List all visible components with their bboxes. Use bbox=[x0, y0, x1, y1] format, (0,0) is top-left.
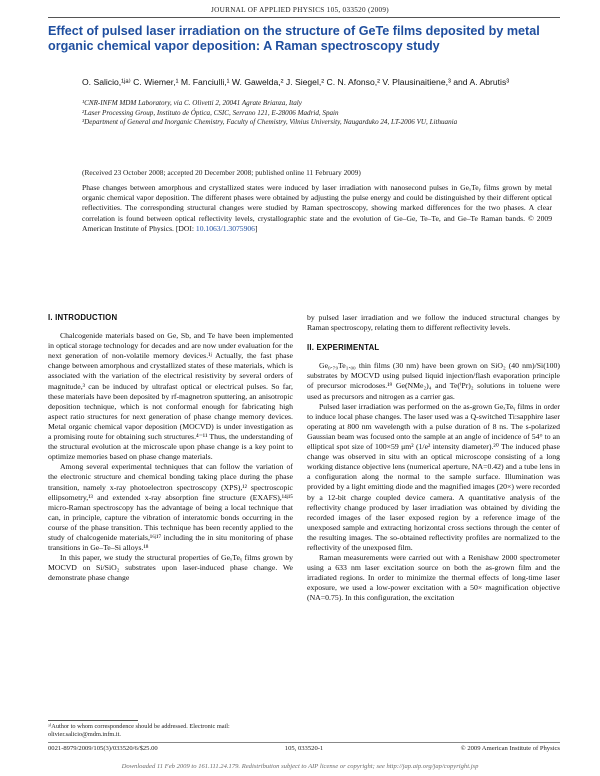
section-heading-experimental: II. EXPERIMENTAL bbox=[307, 343, 380, 353]
abstract-text: Phase changes between amorphous and crystallized states were induced by laser irradiation with nanosecond pulses in GeₓTeᵧ films grown by metal organic chemical vapor deposition. The different phases were obtained by adjusting the pulse energy and could be distinguished by their different optical reflectivities. The corresponding structural changes were studied by Raman spectroscopy, showing marked differences for the two phases. A clear correlation is found between optical reflectivity levels, crystallographic state and the evolution of Ge–Ge, Te–Te, and Ge–Te Raman bands. © 2009 American Institute of Physics. bbox=[82, 183, 552, 233]
section-heading-introduction: I. INTRODUCTION bbox=[48, 313, 118, 322]
author-list: O. Salicio,¹ʲᵃ⁾ C. Wiemer,¹ M. Fanciulli,¹ W. Gawelda,² J. Siegel,² C. N. Afonso,² V. Plausinaitiene,³ and A. Abrutis³ bbox=[82, 77, 510, 87]
intro-continuation: by pulsed laser irradiation and we follow the induced structural changes by Raman spectroscopy, relating them to different reflectivity levels. bbox=[307, 313, 560, 333]
footer-issn: 0021-8979/2009/105(3)/033520/6/$25.00 bbox=[48, 745, 158, 752]
article-title: Effect of pulsed laser irradiation on the structure of GeTe films deposited by metal organic chemical vapor deposition: A Raman spectroscopy study bbox=[48, 24, 540, 53]
experimental-paragraph-3: Raman measurements were carried out with a Renishaw 2000 spectrometer using a 633 nm laser excitation source on both the as-grown film and the irradiated regions. In order to minimize the thermal effects of long-time laser exposure, we used a low-power excitation with a 50× magnification objective (NA=0.75). In this configuration, the excitation bbox=[307, 553, 560, 603]
received-dates: (Received 23 October 2008; accepted 20 December 2008; published online 11 February 2009) bbox=[82, 168, 361, 177]
footer-copyright: © 2009 American Institute of Physics bbox=[460, 745, 560, 752]
doi-link[interactable]: 10.1063/1.3075906 bbox=[195, 223, 255, 233]
doi-prefix: [DOI: bbox=[175, 223, 196, 233]
experimental-paragraph-1: Ge₀.₇₉Te₁.₀₀ thin films (30 nm) have been grown on SiO₂ (40 nm)/Si(100) substrates by MOCVD using pulsed liquid injection/flash evaporation principle of precursor microdoses.¹⁹ Ge(NMe₂)₄ and Te(ⁱPr)₂ solutions in toluene were used as precursors and nitrogen as a carrier gas. bbox=[307, 361, 560, 401]
experimental-paragraph-2: Pulsed laser irradiation was performed on the as-grown GeₓTeᵧ films in order to induce local phase changes. The laser used was a Q-switched Ti:sapphire laser operating at 800 nm wavelength with a pulse duration of 8 ns. The s-polarized Gaussian beam was focused onto the sample at an angle of incidence of 54° to an elliptical spot size of 100×59 μm² (1/e² intensity diameter).²⁰ The induced phase change was observed in situ with an optical microscope consisting of a long working distance objective lens (numerical aperture, NA=0.42) and a tube lens in a configuration along the normal to the sample surface. Illumination was provided by a light emitting diode and the magnified images (20×) were recorded by a 12-bit charge coupled device camera. A quantitative analysis of the reflectivity change produced by laser irradiation was obtained by dividing the recorded images of the laser exposed region by a reference image of the unexposed sample and extracting horizontal cross sections through the center of the resulting images. The so-obtained reflectivity profiles are normalized to the reflectivity of the unexposed film. bbox=[307, 401, 560, 552]
intro-paragraph-2: Among several experimental techniques that can follow the variation of the electronic structure and chemical bonding taking place during the phase transition, namely x-ray photoelectron spectroscopy (XPS),¹² spectroscopic ellipsometry,¹³ and extended x-ray absorption fine structure (EXAFS),¹⁴ʲ¹⁵ micro-Raman spectroscopy has the advantage of being a local technique that can, in principle, capture the vibration of interatomic bonds occurring in the course of the phase transition. This technique has been recently applied to the study of chalcogenide materials,¹⁶ʲ¹⁷ including the in situ monitoring of phase transitions in Ge–Te–Si alloys.¹⁸ bbox=[48, 462, 293, 553]
affiliation-3: ³Department of General and Inorganic Chemistry, Faculty of Chemistry, Vilnius University, Naugarduko 24, LT-2006 VU, Lithuania bbox=[82, 118, 458, 127]
affiliation-2: ²Laser Processing Group, Instituto de Óptica, CSIC, Serrano 121, E-28006 Madrid, Spain bbox=[82, 108, 339, 117]
right-column bbox=[307, 313, 560, 604]
intro-paragraph-1: Chalcogenide materials based on Ge, Sb, and Te have been implemented in optical storage technology for decades and are now under evaluation for the next generation of non-volatile memory devices.¹ʲ Actually, the fast phase change between amorphous and crystallized states of these materials, which is associated with the variation of the electrical resistivity by several orders of magnitude,³ can be induced by ultrafast optical or electrical pulses. So far, these materials have been deposited by rf-magnetron sputtering, an anisotropic deposition technique, which is not conformal enough for fabricating high aspect ratio structures for next generation of phase change memory devices. Metal organic chemical vapor deposition (MOCVD) is under investigation as a promising route for obtaining such structures.⁴⁻¹¹ Thus, the understanding of the structural evolution at the microscale upon phase change is a key point to optimize memories based on phase change materials. bbox=[48, 331, 293, 462]
running-head: JOURNAL OF APPLIED PHYSICS 105, 033520 (2009) bbox=[211, 6, 389, 14]
header-rule bbox=[48, 17, 560, 18]
abstract bbox=[82, 183, 552, 234]
doi-suffix: ] bbox=[254, 223, 258, 233]
intro-paragraph-3: In this paper, we study the structural properties of GeₓTeᵧ films grown by MOCVD on Si/SiO₂ substrates upon laser-induced phase change. We demonstrate phase change bbox=[48, 553, 293, 583]
left-column bbox=[48, 313, 293, 583]
download-notice: Downloaded 11 Feb 2009 to 161.111.24.179. Redistribution subject to AIP license or copyright; see http://jap.aip.org/jap/copyright.jsp bbox=[121, 763, 479, 770]
footnote-rule bbox=[48, 720, 138, 721]
correspondence-footnote: ᵃ⁾Author to whom correspondence should be addressed. Electronic mail: olivier.salicio@mdm.infm.it. bbox=[48, 723, 230, 738]
affiliation-1: ¹CNR-INFM MDM Laboratory, via C. Olivetti 2, 20041 Agrate Brianza, Italy bbox=[82, 99, 302, 107]
affiliations bbox=[82, 99, 552, 128]
footer-page-number: 105, 033520-1 bbox=[284, 745, 324, 752]
footer-rule bbox=[48, 742, 560, 743]
